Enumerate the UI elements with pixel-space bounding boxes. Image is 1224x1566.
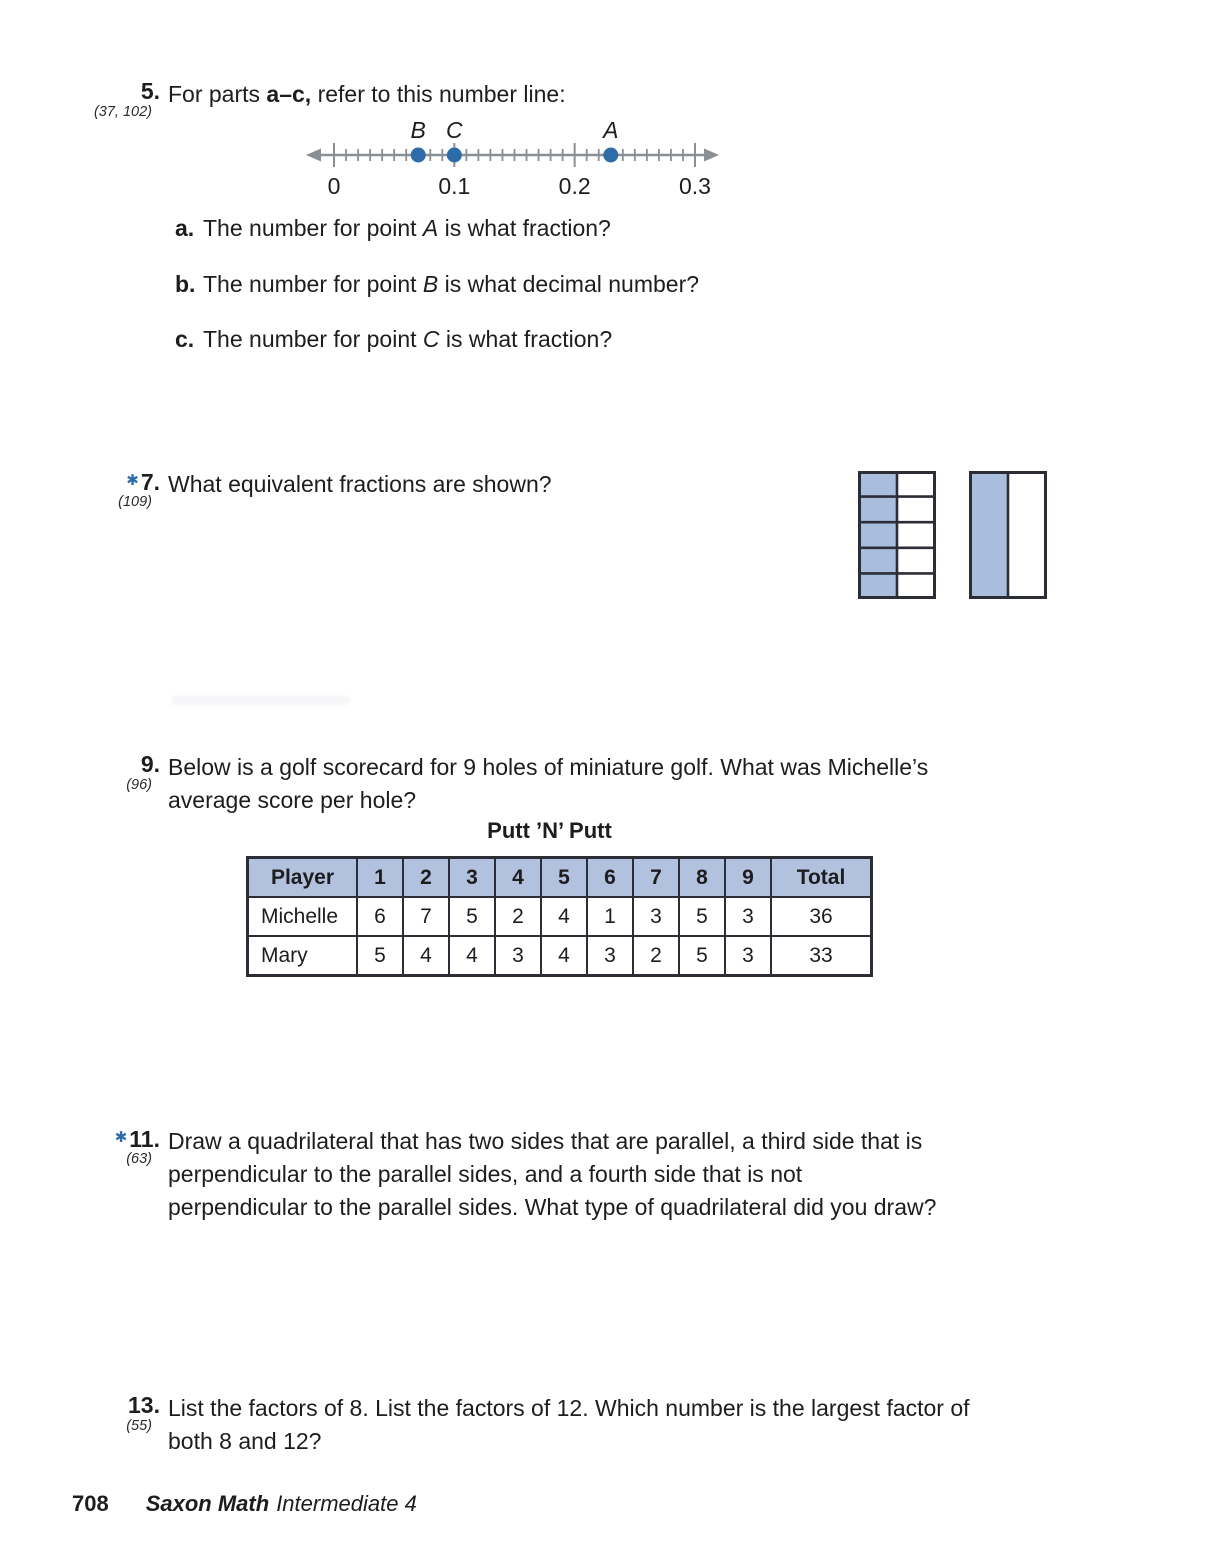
score-cell: 5 (679, 897, 725, 936)
score-cell: 3 (633, 897, 679, 936)
score-cell: 3 (725, 936, 771, 976)
page-bleed-artifact (172, 696, 350, 705)
problem-number: 9. (140, 751, 160, 777)
table-header-cell: 7 (633, 858, 679, 898)
fraction-grid (858, 471, 936, 599)
score-cell: 36 (771, 897, 872, 936)
score-cell: 7 (403, 897, 449, 936)
problem-text: What equivalent fractions are shown? (168, 471, 552, 497)
lesson-reference: (109) (118, 494, 152, 510)
part-b (175, 270, 699, 298)
part-label: b. (175, 271, 196, 297)
score-cell: 5 (449, 897, 495, 936)
problem-text: List the factors of 8. List the factors of 12. Which number is the largest factor of both 8 and 12? (168, 1395, 970, 1454)
part-c (175, 325, 612, 353)
score-cell: 4 (541, 936, 587, 976)
part-text: The number for point C is what fraction? (203, 326, 613, 352)
table-header-cell: 5 (541, 858, 587, 898)
fraction-grid (969, 471, 1047, 599)
book-title: Intermediate 4 (276, 1491, 417, 1516)
scorecard-title: Putt ’N’ Putt (487, 818, 612, 843)
tick-label: 0 (327, 173, 341, 199)
lesson-reference: (96) (126, 777, 152, 793)
problem-number: 5. (140, 78, 160, 104)
score-cell: 6 (357, 897, 403, 936)
table-header-cell: 4 (495, 858, 541, 898)
table-header-cell: Player (248, 858, 358, 898)
table-row (248, 897, 872, 936)
score-cell: 1 (587, 897, 633, 936)
lesson-reference: (55) (126, 1418, 152, 1434)
point-label: B (410, 117, 426, 143)
problem-13 (0, 1392, 1224, 1458)
part-text: The number for point B is what decimal number? (203, 271, 700, 297)
tick-label: 0.2 (558, 173, 591, 199)
problem-number: 13. (128, 1392, 160, 1418)
fraction-diagram-halves (969, 471, 1047, 604)
problem-text: For parts a–c, refer to this number line: (168, 81, 566, 107)
score-cell: 5 (357, 936, 403, 976)
point-dot (603, 148, 618, 163)
lesson-reference: (63) (126, 1151, 152, 1167)
number-line-figure (290, 110, 735, 207)
problem-text: Draw a quadrilateral that has two sides that are parallel, a third side that is perpendicular to the parallel sides, and a fourth side that is not perpendicular to the parallel sides. What type of quadrilateral did you draw? (168, 1128, 937, 1220)
point-label: C (446, 117, 463, 143)
page-number: 708 (72, 1491, 109, 1516)
part-a (175, 214, 611, 242)
problem-number: 7. (140, 469, 160, 495)
score-cell: 2 (495, 897, 541, 936)
score-cell: 4 (449, 936, 495, 976)
player-name-cell: Mary (248, 936, 358, 976)
player-name-cell: Michelle (248, 897, 358, 936)
new-concept-star-icon: ✱ (114, 1129, 128, 1146)
part-label: a. (175, 215, 195, 241)
point-dot (447, 148, 462, 163)
score-cell: 33 (771, 936, 872, 976)
problem-text: Below is a golf scorecard for 9 holes of miniature golf. What was Michelle’s average score per hole? (168, 754, 929, 813)
part-label: c. (175, 326, 195, 352)
table-header-cell: Total (771, 858, 872, 898)
score-cell: 4 (541, 897, 587, 936)
score-cell: 4 (403, 936, 449, 976)
part-text: The number for point A is what fraction? (203, 215, 611, 241)
score-cell: 3 (495, 936, 541, 976)
table-header-cell: 9 (725, 858, 771, 898)
table-header-cell: 1 (357, 858, 403, 898)
table-header-row (248, 858, 872, 898)
table-header-cell: 3 (449, 858, 495, 898)
table-header-cell: 6 (587, 858, 633, 898)
lesson-reference: (37, 102) (93, 104, 152, 120)
number-line (290, 110, 735, 202)
table-header-cell: 8 (679, 858, 725, 898)
problem-number: 11. (129, 1126, 160, 1152)
score-cell: 3 (725, 897, 771, 936)
point-label: A (603, 117, 619, 143)
problem-11 (0, 1125, 1224, 1224)
score-cell: 5 (679, 936, 725, 976)
page-footer (72, 1491, 417, 1517)
book-series: Saxon Math (145, 1491, 270, 1516)
fraction-diagram-tenths (858, 471, 936, 604)
golf-scorecard-table (246, 856, 873, 977)
point-dot (411, 148, 426, 163)
problem-5 (0, 78, 1224, 120)
table-row (248, 936, 872, 976)
new-concept-star-icon: ✱ (126, 472, 139, 489)
tick-label: 0.3 (679, 173, 711, 199)
tick-label: 0.1 (438, 173, 471, 199)
score-cell: 3 (587, 936, 633, 976)
score-cell: 2 (633, 936, 679, 976)
table-header-cell: 2 (403, 858, 449, 898)
problem-9 (0, 751, 1224, 817)
